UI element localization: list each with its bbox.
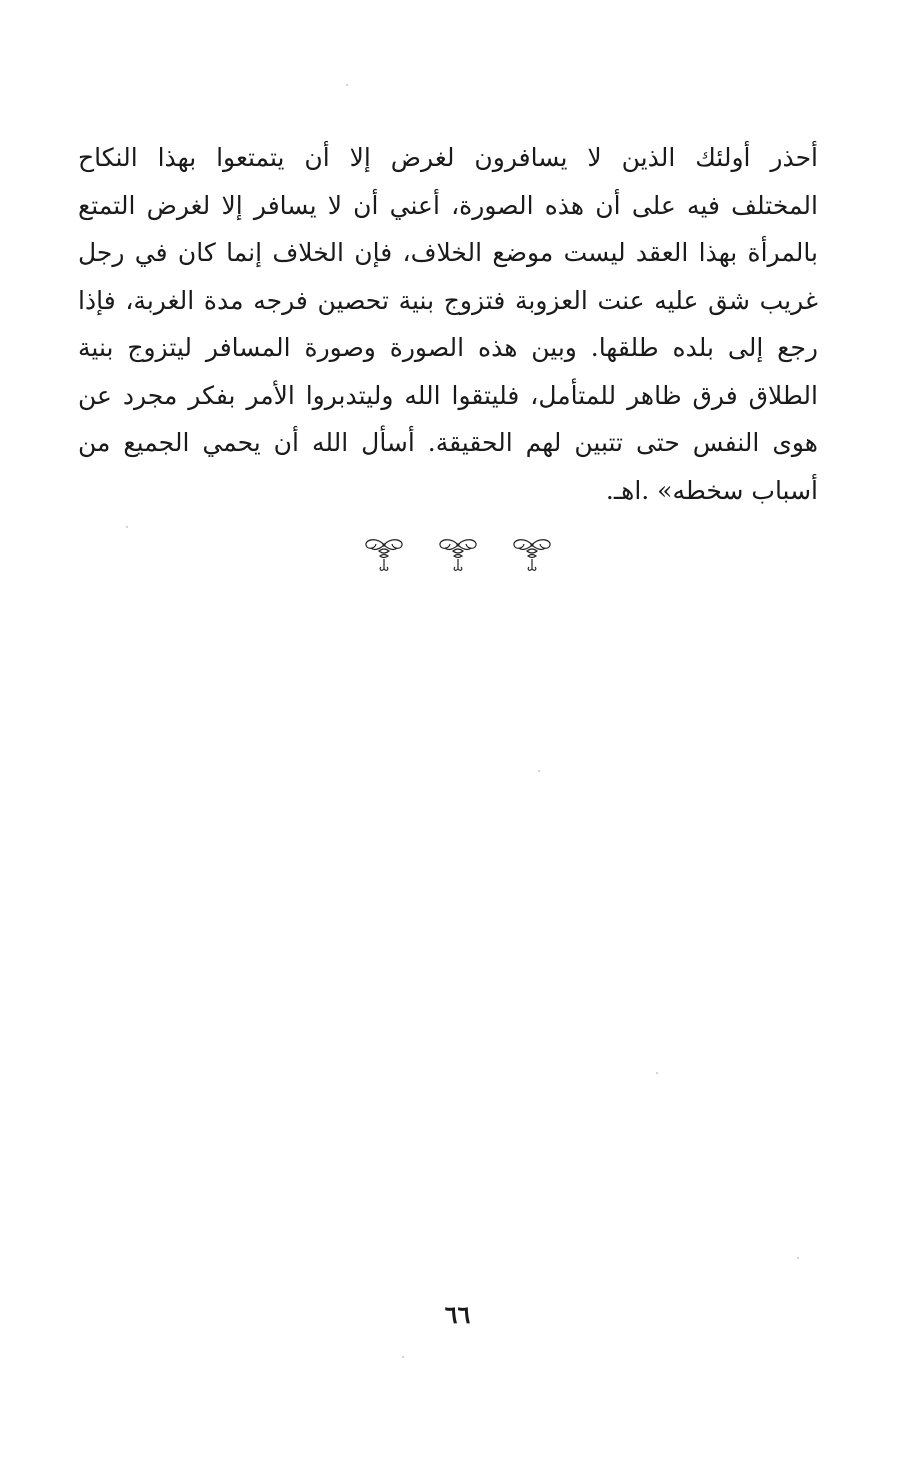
ornament-icon	[509, 531, 555, 577]
text-line: غريب شق عليه عنت العزوبة فتزوج بنية تحصين فرجه مدة الغربة، فإذا	[78, 285, 818, 315]
text-line: بالمرأة بهذا العقد ليست موضع الخلاف، فإن الخلاف إنما كان في رجل	[78, 238, 818, 267]
section-divider	[0, 531, 915, 577]
paper-speck	[402, 1356, 404, 1358]
text-line: المختلف فيه على أن هذه الصورة، أعني أن لا يسافر إلا لغرض التمتع	[78, 190, 818, 220]
page-number: ٦٦	[444, 1300, 471, 1329]
ornament-icon	[361, 531, 407, 577]
text-line: الطلاق فرق ظاهر للمتأمل، فليتقوا الله وليتدبروا الأمر بفكر مجرد عن	[78, 380, 818, 410]
ornament-icon	[435, 531, 481, 577]
text-line: أحذر أولئك الذين لا يسافرون لغرض إلا أن يتمتعوا بهذا النكاح	[78, 143, 818, 172]
text-line: أسباب سخطه» .اهـ.	[605, 475, 818, 505]
paper-speck	[126, 526, 128, 528]
paper-speck	[797, 1257, 799, 1259]
text-line: هوى النفس حتى تتبين لهم الحقيقة. أسأل الله أن يحمي الجميع من	[78, 428, 818, 457]
paper-speck	[538, 770, 540, 772]
text-line: رجع إلى بلده طلقها. وبين هذه الصورة وصورة المسافر ليتزوج بنية	[78, 333, 818, 362]
paragraph	[78, 134, 818, 514]
paper-speck	[346, 84, 348, 86]
paper-speck	[656, 1072, 658, 1074]
